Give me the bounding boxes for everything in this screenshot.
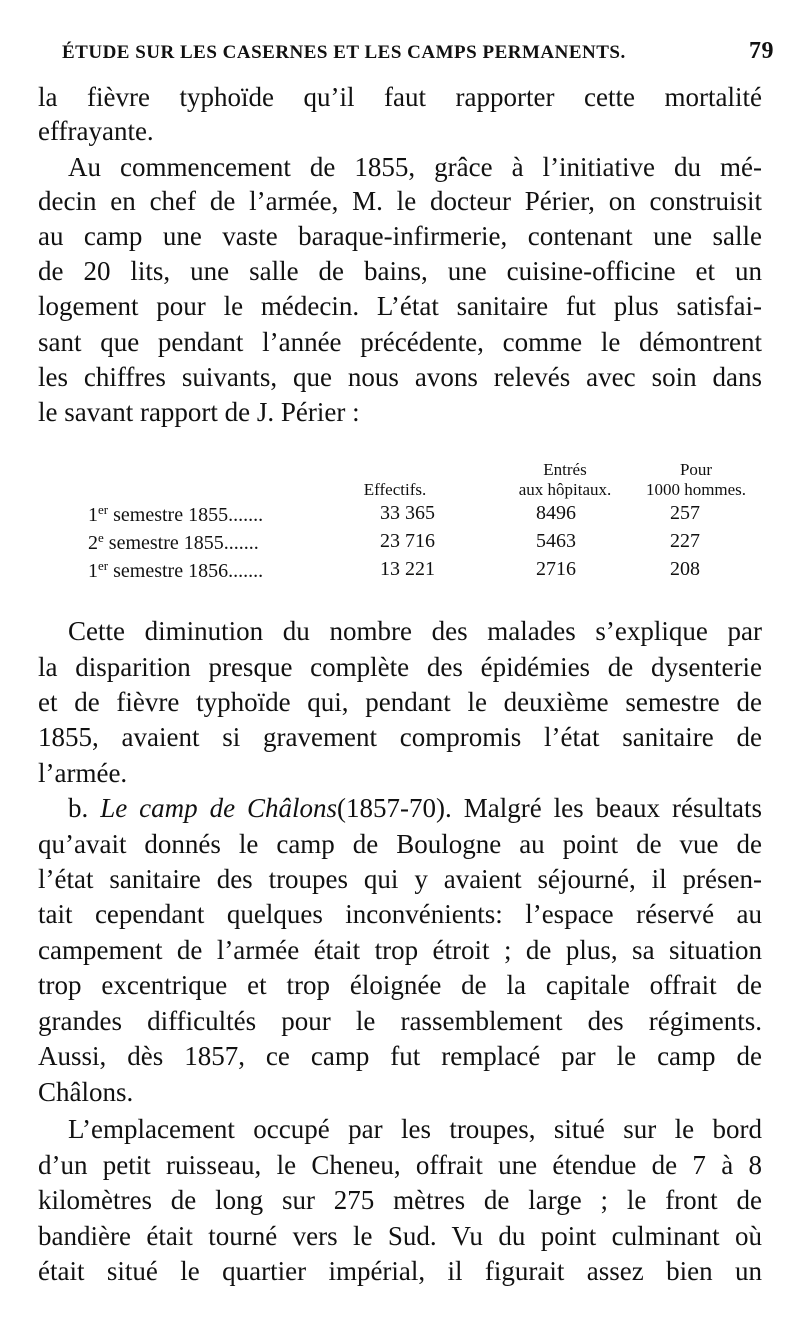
cell-entres: 2716 bbox=[536, 558, 576, 580]
statistics-table bbox=[38, 458, 762, 588]
text-line: l’état sanitaire des troupes qui y avaient séjourné, il présen- bbox=[38, 864, 762, 894]
column-header-entres-line2: aux hôpitaux. bbox=[518, 480, 612, 499]
cell-effectifs: 23 716 bbox=[380, 530, 435, 552]
text-line: L’emplacement occupé par les troupes, situé sur le bord bbox=[68, 1114, 762, 1144]
text-line: était situé le quartier impérial, il figurait assez bien un bbox=[38, 1256, 762, 1286]
text-line: tait cependant quelques inconvénients: l’espace réservé au bbox=[38, 899, 762, 929]
text-line: campement de l’armée était trop étroit ; de plus, sa situation bbox=[38, 935, 762, 965]
text-line: le savant rapport de J. Périer : bbox=[38, 397, 360, 427]
text-line: effrayante. bbox=[38, 116, 154, 146]
section-dates: (1857-70). Malgré les beaux résultats bbox=[337, 793, 762, 823]
table-row bbox=[38, 558, 762, 584]
column-header-pour-line2: 1000 hommes. bbox=[645, 480, 747, 499]
row-label: 1er semestre 1855....... bbox=[88, 502, 264, 526]
text-line: et de fièvre typhoïde qui, pendant le deuxième semestre de bbox=[38, 687, 762, 717]
text-line: Au commencement de 1855, grâce à l’initiative du mé- bbox=[68, 152, 762, 182]
text-line: la disparition presque complète des épidémies de dysenterie bbox=[38, 652, 762, 682]
text-line: grandes difficultés pour le rassemblement des régiments. bbox=[38, 1006, 762, 1036]
text-line: au camp une vaste baraque-infirmerie, contenant une salle bbox=[38, 221, 762, 251]
cell-pour-mille: 257 bbox=[670, 502, 700, 524]
text-line: logement pour le médecin. L’état sanitaire fut plus satisfai- bbox=[38, 291, 762, 321]
text-line: decin en chef de l’armée, M. le docteur Périer, on construisit bbox=[38, 186, 762, 216]
table-row bbox=[38, 530, 762, 556]
text-line: Cette diminution du nombre des malades s’explique par bbox=[68, 616, 762, 646]
cell-entres: 5463 bbox=[536, 530, 576, 552]
cell-pour-mille: 227 bbox=[670, 530, 700, 552]
text-line: bandière était tourné vers le Sud. Vu du point culminant où bbox=[38, 1221, 762, 1251]
text-line: kilomètres de long sur 275 mètres de large ; le front de bbox=[38, 1185, 762, 1215]
section-marker: b. bbox=[68, 793, 89, 823]
text-line: sant que pendant l’année précédente, comme le démontrent bbox=[38, 327, 762, 357]
row-label: 2e semestre 1855....... bbox=[88, 530, 259, 554]
page-number: 79 bbox=[749, 38, 774, 64]
text-line: d’un petit ruisseau, le Cheneu, offrait une étendue de 7 à 8 bbox=[38, 1150, 762, 1180]
column-header-pour-line1: Pour bbox=[679, 460, 713, 479]
running-title: ÉTUDE SUR LES CASERNES ET LES CAMPS PERMANENTS. bbox=[62, 42, 626, 63]
text-line: trop excentrique et trop éloignée de la capitale offrait de bbox=[38, 970, 762, 1000]
table-row bbox=[38, 502, 762, 528]
section-title: Le camp de Châlons bbox=[100, 793, 338, 823]
cell-effectifs: 33 365 bbox=[380, 502, 435, 524]
column-header-effectifs: Effectifs. bbox=[363, 480, 427, 499]
text-line: la fièvre typhoïde qu’il faut rapporter cette mortalité bbox=[38, 82, 762, 112]
column-header-entres-line1: Entrés bbox=[543, 460, 587, 479]
cell-entres: 8496 bbox=[536, 502, 576, 524]
text-line: Aussi, dès 1857, ce camp fut remplacé par le camp de bbox=[38, 1041, 762, 1071]
cell-effectifs: 13 221 bbox=[380, 558, 435, 580]
text-line: les chiffres suivants, que nous avons relevés avec soin dans bbox=[38, 362, 762, 392]
running-header bbox=[62, 38, 774, 72]
text-line: qu’avait donnés le camp de Boulogne au point de vue de bbox=[38, 829, 762, 859]
text-line: Châlons. bbox=[38, 1077, 134, 1107]
text-line: de 20 lits, une salle de bains, une cuisine-officine et un bbox=[38, 256, 762, 286]
text-line: l’armée. bbox=[38, 758, 128, 788]
row-label: 1er semestre 1856....... bbox=[88, 558, 264, 582]
section-b-heading-line bbox=[38, 791, 762, 825]
cell-pour-mille: 208 bbox=[670, 558, 700, 580]
text-line: 1855, avaient si gravement compromis l’état sanitaire de bbox=[38, 722, 762, 752]
